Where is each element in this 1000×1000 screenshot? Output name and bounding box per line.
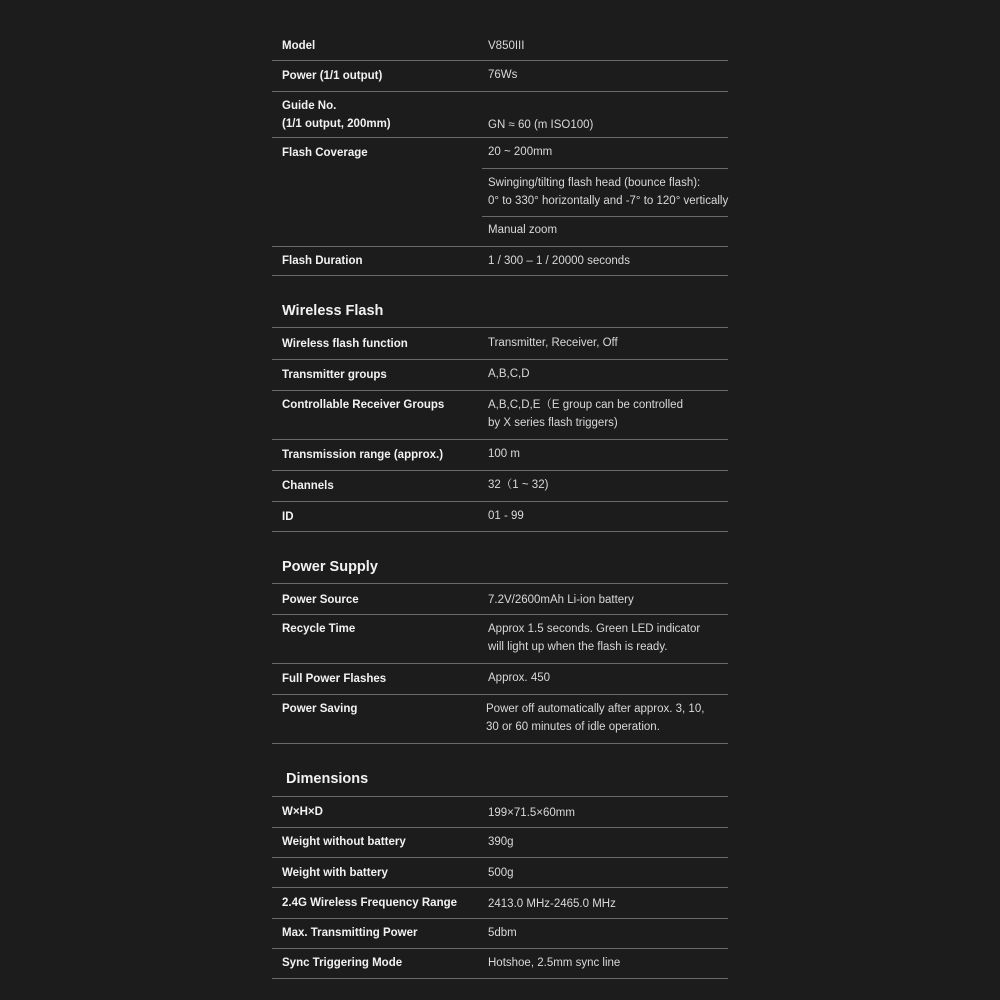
spec-label: Power Saving xyxy=(282,703,358,715)
spec-row-sync-mode xyxy=(272,949,728,979)
spec-row-whd xyxy=(272,798,728,828)
spec-label: W×H×D xyxy=(282,806,323,818)
spec-value: 01 - 99 xyxy=(488,510,524,522)
spec-label: Transmission range (approx.) xyxy=(282,449,444,461)
sub-divider xyxy=(482,168,728,169)
spec-value: Hotshoe, 2.5mm sync line xyxy=(488,957,621,969)
spec-row-weight-with-battery xyxy=(272,858,728,888)
spec-label: Power Source xyxy=(282,594,359,606)
spec-row-transmission-range xyxy=(272,440,728,471)
spec-label: Weight without battery xyxy=(282,836,406,848)
spec-value: 390g xyxy=(488,836,514,848)
spec-value: A,B,C,D,E（E group can be controlled xyxy=(488,399,683,411)
spec-value-line2: by X series flash triggers) xyxy=(488,417,618,429)
spec-label: Guide No. xyxy=(282,100,337,112)
section-heading-wireless: Wireless Flash xyxy=(282,303,384,319)
spec-label: Power (1/1 output) xyxy=(282,70,383,82)
spec-row-recycle-time xyxy=(272,615,728,664)
spec-value: 76Ws xyxy=(488,69,518,81)
spec-label: Recycle Time xyxy=(282,623,356,635)
spec-value: Approx 1.5 seconds. Green LED indicator xyxy=(488,623,701,635)
spec-label: Weight with battery xyxy=(282,867,388,879)
spec-row-guide-number xyxy=(272,92,728,138)
spec-label: Flash Duration xyxy=(282,255,363,267)
spec-value: Transmitter, Receiver, Off xyxy=(488,337,618,349)
spec-value: 5dbm xyxy=(488,927,517,939)
spec-row-power-saving xyxy=(272,695,728,744)
spec-row-model xyxy=(272,30,728,61)
spec-row-flash-duration xyxy=(272,247,728,276)
spec-label: 2.4G Wireless Frequency Range xyxy=(282,897,458,909)
spec-label: Channels xyxy=(282,480,334,492)
section-rule xyxy=(272,327,728,328)
spec-label: Full Power Flashes xyxy=(282,673,387,685)
spec-value: V850III xyxy=(488,40,525,52)
spec-value-line2: 0° to 330° horizontally and -7° to 120° vertically xyxy=(488,195,729,207)
spec-label: Model xyxy=(282,40,316,52)
spec-row-power xyxy=(272,61,728,92)
spec-value: Approx. 450 xyxy=(488,672,551,684)
spec-label: Sync Triggering Mode xyxy=(282,957,403,969)
spec-value: Manual zoom xyxy=(488,224,558,236)
spec-value: GN ≈ 60 (m ISO100) xyxy=(488,119,594,131)
section-heading-power-supply: Power Supply xyxy=(282,559,378,575)
spec-row-frequency-range xyxy=(272,888,728,919)
spec-value: Swinging/tilting flash head (bounce flash): xyxy=(488,177,701,189)
spec-value: 1 / 300 – 1 / 20000 seconds xyxy=(488,255,630,267)
spec-row-id xyxy=(272,502,728,532)
spec-row-channels xyxy=(272,471,728,502)
spec-label: Transmitter groups xyxy=(282,369,387,381)
spec-label: ID xyxy=(282,511,294,523)
spec-row-flash-coverage xyxy=(272,138,728,247)
spec-value-line2: will light up when the flash is ready. xyxy=(488,641,668,653)
spec-row-power-source xyxy=(272,585,728,615)
spec-value: 100 m xyxy=(488,448,520,460)
spec-value: 500g xyxy=(488,867,514,879)
spec-row-weight-without-battery xyxy=(272,828,728,858)
spec-row-full-power-flashes xyxy=(272,664,728,695)
spec-label: Controllable Receiver Groups xyxy=(282,399,445,411)
sub-divider xyxy=(482,216,728,217)
spec-value: A,B,C,D xyxy=(488,368,530,380)
spec-row-wireless-function xyxy=(272,329,728,360)
spec-label: Wireless flash function xyxy=(282,338,408,350)
spec-value: 20 ~ 200mm xyxy=(488,146,553,158)
spec-label: Max. Transmitting Power xyxy=(282,927,418,939)
spec-row-receiver-groups xyxy=(272,391,728,440)
section-rule xyxy=(272,583,728,584)
spec-value: 7.2V/2600mAh Li-ion battery xyxy=(488,594,634,606)
spec-label: Flash Coverage xyxy=(282,147,368,159)
section-heading-dimensions: Dimensions xyxy=(286,771,369,787)
spec-row-transmitter-groups xyxy=(272,360,728,391)
spec-row-transmitting-power xyxy=(272,919,728,949)
spec-value: 2413.0 MHz-2465.0 MHz xyxy=(488,898,616,910)
spec-value: 32（1 ~ 32) xyxy=(488,479,549,491)
spec-value-line2: 30 or 60 minutes of idle operation. xyxy=(486,721,660,733)
spec-value: Power off automatically after approx. 3, 10, xyxy=(486,703,705,715)
spec-label-line2: (1/1 output, 200mm) xyxy=(282,118,391,130)
section-rule xyxy=(272,796,728,797)
spec-value: 199×71.5×60mm xyxy=(488,807,575,819)
